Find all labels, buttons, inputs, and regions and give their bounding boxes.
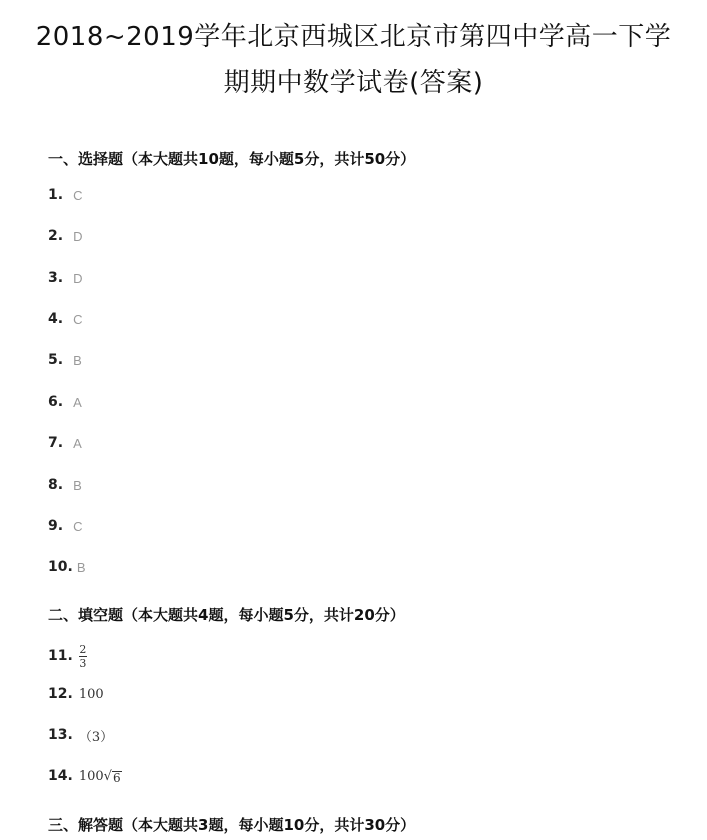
answer-item: [48, 392, 82, 412]
radical-sign: √: [103, 768, 112, 784]
answer-item: [48, 557, 85, 577]
question-number: 1.: [48, 187, 64, 203]
answer-item: [48, 684, 104, 704]
radical-coefficient: 100: [78, 768, 104, 784]
question-number: 14.: [48, 768, 73, 784]
question-number: 5.: [48, 352, 64, 368]
section-heading-solve: 三、解答题（本大题共3题，每小题10分，共计30分）: [48, 816, 416, 834]
answer-item: [48, 185, 82, 205]
question-number: 13.: [48, 727, 73, 743]
question-number: 3.: [48, 270, 64, 286]
answer-value: D: [73, 270, 83, 286]
answer-item: [48, 350, 82, 370]
question-number: 12.: [48, 686, 73, 702]
question-number: 11.: [48, 648, 73, 664]
document-title-line2: 期期中数学试卷(答案): [223, 68, 484, 98]
answer-value: 100: [78, 686, 104, 702]
answer-item: [48, 268, 82, 288]
answer-item: [48, 475, 82, 495]
square-root: [104, 769, 122, 784]
fraction-numerator: 2: [79, 642, 87, 656]
question-number: 2.: [48, 228, 64, 244]
question-number: 9.: [48, 518, 64, 534]
answer-value: D: [73, 228, 83, 244]
section-heading-fill: 二、填空题（本大题共4题，每小题5分，共计20分）: [48, 606, 405, 624]
question-number: 6.: [48, 394, 64, 410]
answer-value: A: [73, 394, 82, 410]
answer-item: [48, 516, 82, 536]
answer-value: （3）: [78, 729, 114, 745]
answer-value: C: [73, 311, 83, 327]
question-number: 8.: [48, 477, 64, 493]
answer-item: [48, 642, 87, 670]
answer-item: [48, 766, 122, 786]
answer-item: [48, 725, 113, 745]
answer-value: A: [73, 435, 82, 451]
question-number: 4.: [48, 311, 64, 327]
answer-value: B: [76, 559, 86, 575]
answer-item: [48, 309, 82, 329]
answer-value: [79, 769, 122, 784]
answer-value: B: [73, 352, 82, 368]
answer-value: C: [73, 518, 83, 534]
answer-value: B: [73, 477, 82, 493]
fraction-denominator: 3: [79, 656, 87, 670]
question-number: 7.: [48, 435, 64, 451]
document-title-line1: 2018~2019学年北京西城区北京市第四中学高一下学: [35, 22, 672, 52]
radicand: 6: [112, 770, 121, 785]
question-number: 10.: [48, 559, 73, 575]
fraction-answer: [79, 644, 87, 669]
answer-item: [48, 433, 82, 453]
section-heading-choice: 一、选择题（本大题共10题，每小题5分，共计50分）: [48, 150, 416, 168]
answer-value: C: [73, 187, 83, 203]
answer-item: [48, 226, 82, 246]
